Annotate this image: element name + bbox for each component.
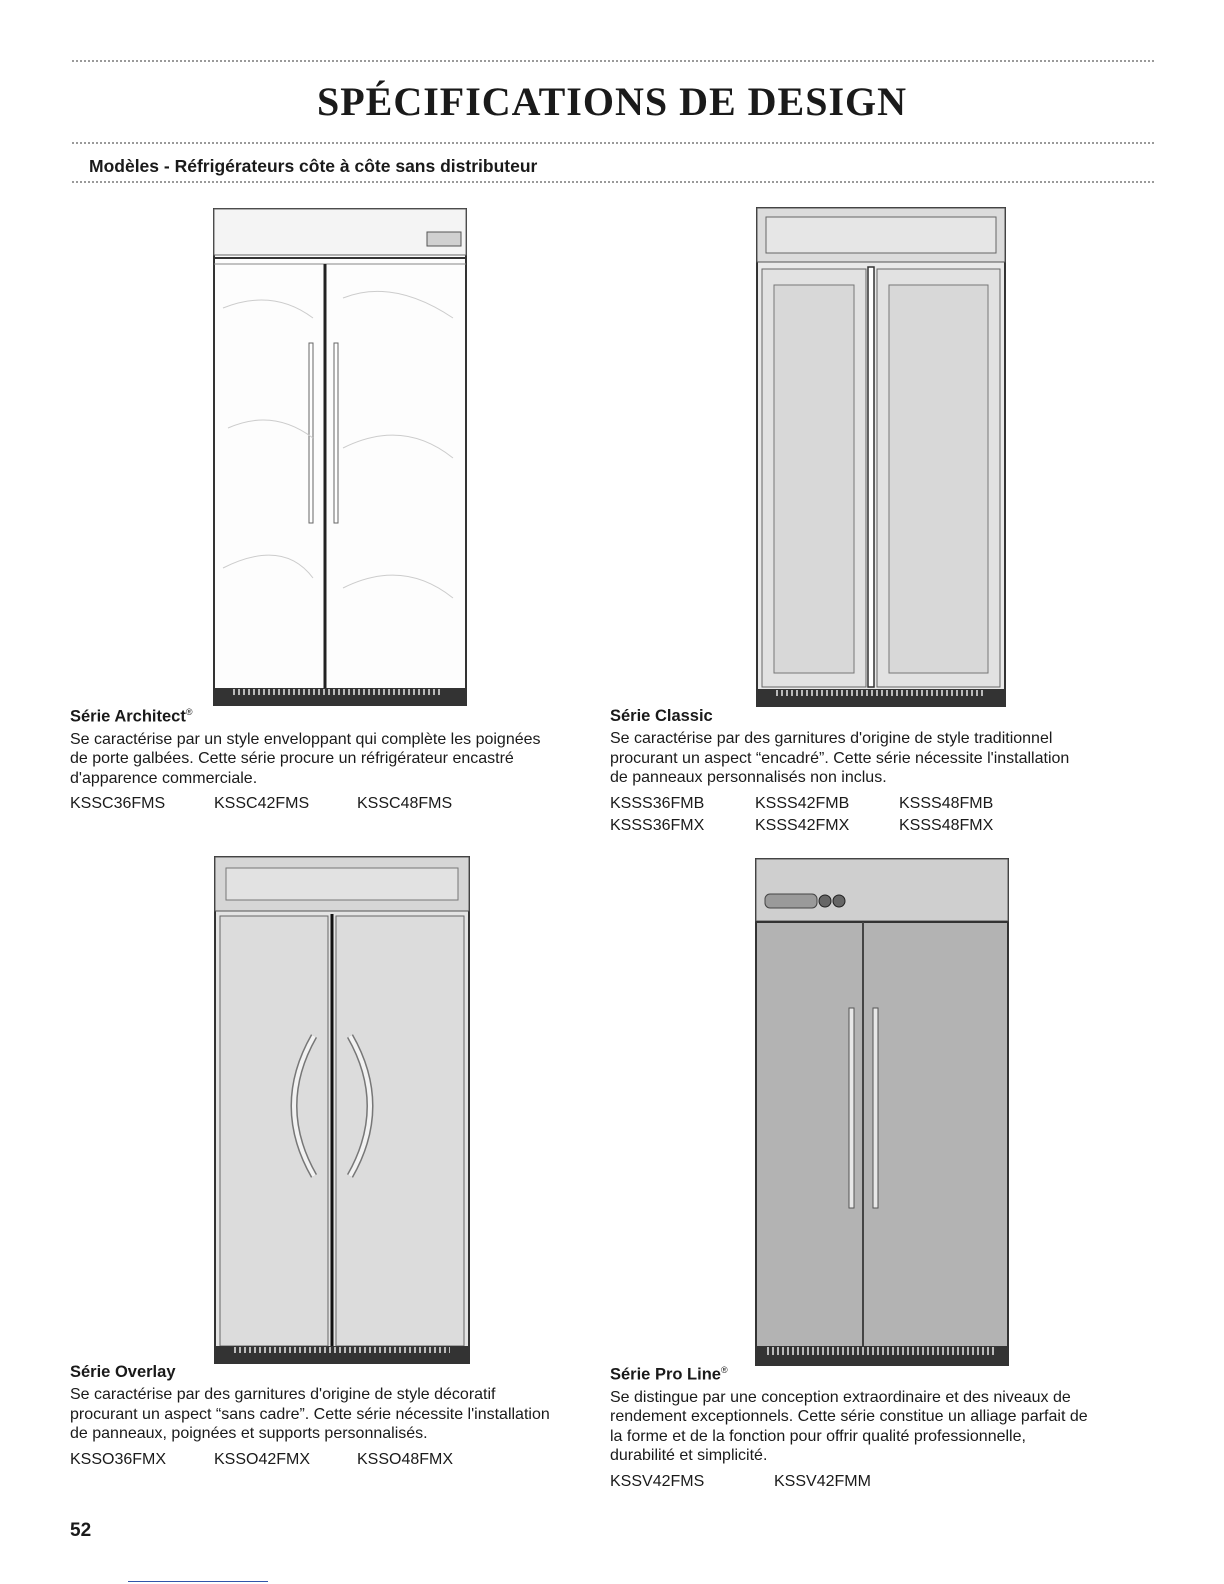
series-description: Se caractérise par des garnitures d'origine de style décoratif procurant un aspect “sans cadre”. Cette série nécessite l'installation de panneaux, poignées et supports personnalisés.: [70, 1386, 550, 1442]
classic-refrigerator-illustration: [756, 207, 1006, 707]
series-title: Série Classic: [610, 707, 713, 725]
model-list: [70, 1449, 550, 1471]
section-subtitle: Modèles - Réfrigérateurs côte à côte sans distributeur: [89, 156, 538, 176]
architect-refrigerator-illustration: [213, 208, 467, 706]
subtitle-dotted-rule: [72, 181, 1154, 183]
model-number: KSSS42FMB: [755, 794, 850, 812]
model-number: KSSO48FMX: [357, 1450, 454, 1468]
model-list: [70, 793, 550, 815]
series-title: Série Pro Line®: [610, 1365, 728, 1384]
model-number: KSSC48FMS: [357, 795, 453, 812]
model-number: KSSV42FMS: [610, 1472, 705, 1490]
caption-overlay: [70, 1363, 550, 1471]
caption-pro-line: [610, 1365, 1090, 1493]
page-title: SPÉCIFICATIONS DE DESIGN: [316, 79, 908, 124]
model-list: [610, 793, 1090, 837]
series-title: Série Overlay: [70, 1363, 176, 1381]
model-list: [610, 1471, 1090, 1493]
series-description: Se distingue par une conception extraordinaire et des niveaux de rendement exceptionnels. Cette série constitue un alliage parfait de la forme et de la fonction pour offrir qualité professionnelle, durabilité et simplicité.: [610, 1388, 1088, 1464]
trademark-mark: ®: [185, 707, 193, 717]
model-number: KSSO42FMX: [214, 1450, 311, 1468]
series-description: Se caractérise par un style enveloppant qui complète les poignées de porte galbées. Cette série procure un réfrigérateur encastré d'apparence commerciale.: [70, 730, 541, 787]
series-title: Série Architect®: [70, 707, 193, 726]
overlay-refrigerator-illustration: [214, 856, 470, 1364]
pro-line-refrigerator-illustration: [755, 858, 1009, 1366]
model-number: KSSS48FMB: [899, 794, 994, 812]
trademark-mark: ®: [720, 1365, 728, 1375]
model-number: KSSO36FMX: [70, 1450, 167, 1468]
caption-classic: [610, 707, 1090, 837]
series-description: Se caractérise par des garnitures d'origine de style traditionnel procurant un aspect “encadré”. Cette série nécessite l'installation de panneaux personnalisés non inclus.: [610, 730, 1070, 786]
top-dotted-rule: [72, 60, 1154, 62]
title-dotted-rule: [72, 142, 1154, 144]
model-number: KSSC42FMS: [214, 795, 310, 812]
model-number: KSSS42FMX: [755, 816, 850, 834]
model-number: KSSS48FMX: [899, 816, 994, 834]
caption-architect: [70, 707, 550, 815]
footer-line: [128, 1581, 268, 1582]
model-number: KSSC36FMS: [70, 795, 166, 812]
page-number: 52: [70, 1520, 92, 1541]
model-number: KSSS36FMX: [610, 816, 705, 834]
model-number: KSSV42FMM: [774, 1472, 871, 1490]
model-number: KSSS36FMB: [610, 794, 705, 812]
